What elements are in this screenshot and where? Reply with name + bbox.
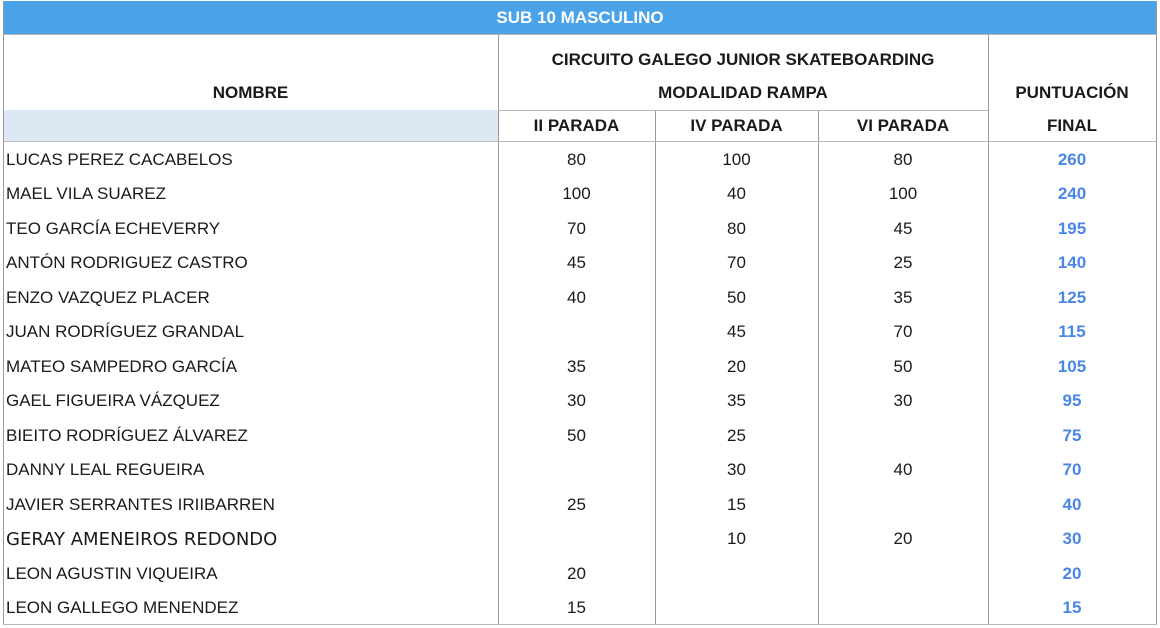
nombre-subheader-fill [3, 110, 498, 141]
cell-stage-4: 10 [727, 529, 746, 548]
cell-stage-4: 40 [727, 184, 746, 203]
gridline [498, 110, 988, 111]
cell-name: LUCAS PEREZ CACABELOS [6, 149, 233, 169]
gridline [498, 34, 499, 624]
cell-total: 115 [1058, 322, 1086, 341]
gridline [988, 34, 989, 624]
cell-stage-4: 100 [722, 149, 751, 169]
cell-stage-6: 70 [893, 322, 913, 341]
cell-total: 105 [1057, 356, 1087, 376]
cell-stage-6 [818, 487, 988, 522]
gridline [818, 110, 819, 624]
cell-stage-6: 20 [893, 529, 913, 548]
cell-stage-2: 45 [567, 253, 586, 272]
cell-total: 240 [1057, 184, 1087, 203]
cell-stage-6: 35 [893, 287, 913, 307]
cell-name: ENZO VAZQUEZ PLACER [6, 287, 210, 307]
cell-stage-2: 40 [567, 287, 586, 307]
cell-stage-4: 15 [727, 494, 746, 514]
cell-stage-2: 80 [567, 149, 586, 169]
header-stage-2: II PARADA [533, 115, 620, 135]
cell-stage-4: 35 [727, 391, 746, 410]
cell-stage-2: 30 [567, 391, 586, 410]
gridline [1156, 1, 1157, 624]
header-stage-6: VI PARADA [856, 115, 950, 135]
cell-stage-6 [818, 591, 988, 625]
cell-total: 195 [1057, 218, 1087, 238]
cell-stage-6 [818, 418, 988, 453]
cell-stage-2 [498, 315, 655, 349]
cell-name: LEON GALLEGO MENENDEZ [6, 598, 239, 617]
gridline [3, 141, 1157, 142]
cell-stage-2: 20 [567, 563, 586, 583]
cell-stage-4: 25 [727, 425, 746, 445]
cell-stage-4 [655, 556, 818, 591]
cell-stage-2: 25 [567, 494, 586, 514]
gridline [3, 1, 4, 624]
cell-name: TEO GARCÍA ECHEVERRY [6, 218, 221, 238]
cell-total: 30 [1062, 529, 1082, 548]
cell-name: MATEO SAMPEDRO GARCÍA [6, 356, 238, 376]
cell-stage-2: 100 [562, 184, 591, 203]
cell-name: GAEL FIGUEIRA VÁZQUEZ [6, 391, 220, 410]
cell-name: GERAY AMENEIROS REDONDO [6, 528, 278, 550]
cell-total: 15 [1062, 598, 1082, 617]
cell-stage-6: 45 [893, 218, 913, 238]
cell-stage-6: 30 [893, 391, 913, 410]
cell-stage-6: 50 [893, 356, 913, 376]
cell-name: ANTÓN RODRIGUEZ CASTRO [6, 253, 248, 272]
cell-stage-2: 15 [567, 598, 586, 617]
cell-stage-4: 45 [727, 322, 746, 341]
header-final: FINAL [1046, 115, 1098, 135]
cell-stage-6: 80 [893, 149, 913, 169]
cell-total: 140 [1057, 253, 1087, 272]
cell-total: 260 [1057, 149, 1087, 169]
cell-stage-4 [655, 591, 818, 625]
cell-stage-4: 30 [727, 460, 746, 479]
cell-stage-4: 20 [727, 356, 746, 376]
cell-stage-6: 100 [888, 184, 918, 203]
gridline [655, 110, 656, 624]
header-circuit-line2: MODALIDAD RAMPA [658, 83, 828, 102]
cell-total: 125 [1057, 287, 1087, 307]
cell-name: JUAN RODRÍGUEZ GRANDAL [6, 322, 245, 341]
gridline [3, 624, 1157, 625]
header-puntuacion: PUNTUACIÓN [1015, 83, 1129, 102]
cell-stage-4: 50 [727, 287, 746, 307]
header-circuit-line1: CIRCUITO GALEGO JUNIOR SKATEBOARDING [551, 50, 935, 69]
gridline [3, 34, 1157, 35]
cell-stage-6 [818, 556, 988, 591]
cell-stage-2 [498, 453, 655, 487]
cell-name: BIEITO RODRÍGUEZ ÁLVAREZ [6, 425, 248, 445]
cell-total: 20 [1062, 563, 1082, 583]
header-nombre: NOMBRE [212, 83, 289, 102]
cell-total: 95 [1062, 391, 1082, 410]
cell-stage-6: 40 [893, 460, 913, 479]
cell-stage-2: 50 [567, 425, 586, 445]
cell-stage-2 [498, 522, 655, 556]
cell-name: MAEL VILA SUAREZ [6, 184, 166, 203]
cell-stage-2: 35 [567, 356, 586, 376]
cell-total: 40 [1062, 494, 1082, 514]
cell-stage-4: 80 [727, 218, 746, 238]
cell-name: DANNY LEAL REGUEIRA [6, 460, 205, 479]
cell-stage-4: 70 [727, 253, 746, 272]
cell-total: 70 [1062, 460, 1082, 479]
table-title: SUB 10 MASCULINO [3, 1, 1157, 34]
cell-stage-2: 70 [567, 218, 586, 238]
cell-name: JAVIER SERRANTES IRIIBARREN [6, 494, 275, 514]
cell-total: 75 [1062, 425, 1082, 445]
cell-name: LEON AGUSTIN VIQUEIRA [6, 563, 218, 583]
header-stage-4: IV PARADA [690, 115, 783, 135]
cell-stage-6: 25 [893, 253, 913, 272]
